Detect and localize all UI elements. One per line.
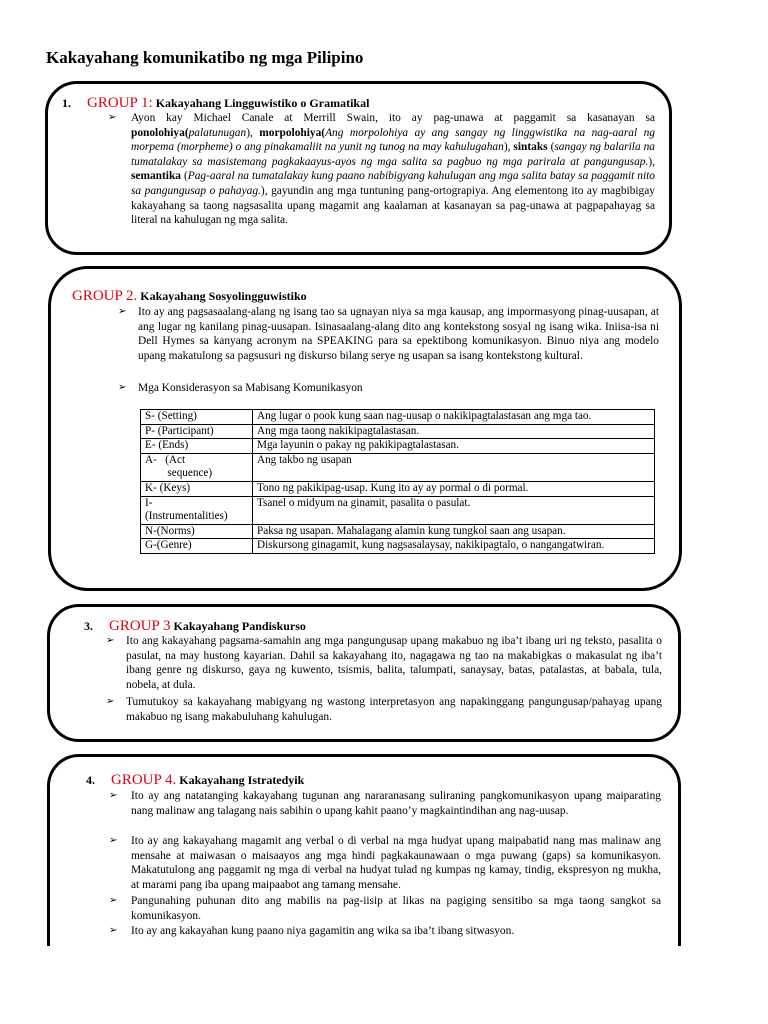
group1-text-run: sintaks	[513, 141, 548, 154]
group2-dot: .	[133, 288, 138, 304]
speaking-table	[140, 409, 655, 554]
group1-number: 1.	[62, 96, 71, 110]
group4-paragraph-2: Ito ay ang kakayahang magamit ang verbal o di verbal na mga hudyat upang maipabatid nang mas malinaw ang mensahe at maiwasan o maisaayos ang mga hindi pagkakaunawaan o mga puwang (gaps) sa komunikasyon. Makatutulong ang paggamit ng mga di verbal na hudyat tulad ng kumpas ng kamay, tindig, ekspresyon ng mukha, at marami pang iba upang maipaabot ang tamang mensahe.	[131, 835, 661, 891]
group1-text-run: sangay ng balarila na tumatalakay sa masistemang pagkakaayus-ayos ng mga salita sa pagbuo ng mga parirala at pangungusap.	[131, 141, 655, 168]
group1-text-run: Ang morpolohiya ay ang sangay ng linggwistika na nag-aaral ng morpema (morpheme) o ang pinakamaliit na yunit ng tunog na may kahulugahan	[131, 126, 655, 154]
group3-label: GROUP 3	[109, 618, 171, 634]
group3-heading	[84, 618, 306, 635]
group4-dot: .	[172, 772, 177, 788]
table-key-cell: A- (Act sequence)	[141, 453, 253, 481]
group1-text-run: ), gayundin ang mga tuntuning pang-ortograpiya. Ang elementong ito ay magbibigay kakayahang sa taong nagsasalita upang magamit ang kaalaman at kasanayan sa pag-unawa at pagpapahayag sa literal na kahulugan ng mga salita.	[131, 184, 656, 227]
group1-text-run: ),	[503, 141, 514, 154]
table-row	[141, 439, 655, 454]
group4-paragraph-4: Ito ay ang kakayahan kung paano niya gagamitin ang wika sa iba’t ibang sitwasyon.	[131, 925, 515, 937]
bullet-icon: ➢	[109, 895, 118, 906]
group3-number: 3.	[84, 619, 93, 633]
group2-heading	[72, 288, 307, 305]
group1-text-run: ),	[648, 155, 655, 168]
group1-colon: :	[148, 95, 153, 111]
table-row	[141, 481, 655, 496]
group3-subtitle: Kakayahang Pandiskurso	[173, 619, 306, 633]
group1-text-run: Ayon kay Michael Canale at Merrill Swain, ito ay pag-unawa at paggamit sa kasanayan sa	[131, 112, 655, 124]
group2-label: GROUP 2	[72, 288, 134, 304]
group1-text-run: (	[321, 126, 326, 139]
table-key-cell: P- (Participant)	[141, 424, 253, 439]
bullet-icon: ➢	[118, 306, 127, 317]
group2-subtitle: Kakayahang Sosyolingguwistiko	[140, 289, 307, 303]
table-value-cell: Ang lugar o pook kung saan nag-uusap o nakikipagtalastasan ang mga tao.	[253, 410, 655, 425]
group1-text-run: (	[181, 170, 188, 183]
table-value-cell: Ang takbo ng usapan	[253, 453, 655, 481]
group2-paragraph-1: Ito ay ang pagsasaalang-alang ng isang tao sa ugnayan niya sa mga kausap, ang impormasyong pinag-uusapan, at ang lugar ng kanilang pinag-uusapan. Isinasaalang-alang dito ang kontekstong sosyal ng isang wika. Iniisa-isa ni Dell Hymes sa kanyang acronym na SPEAKING para sa epektibong komunikasyon. Binuo niya ang modelo upang makatulong sa pagsusuri ng diskurso bilang serye ng usapan sa isang kontekstong kultural.	[138, 306, 659, 362]
group1-label: GROUP 1	[87, 95, 149, 111]
table-row	[141, 453, 655, 481]
bullet-icon: ➢	[109, 925, 118, 936]
group4-paragraph-3: Pangunahing puhunan dito ang mabilis na pag-iisip at likas na pagiging sensitibo sa mga taong sangkot sa komunikasyon.	[131, 895, 661, 922]
bullet-icon: ➢	[109, 835, 118, 846]
table-row	[141, 524, 655, 539]
group1-text-run: (	[184, 126, 189, 139]
table-value-cell: Tono ng pakikipag-usap. Kung ito ay ay pormal o di pormal.	[253, 481, 655, 496]
group4-label: GROUP 4	[111, 772, 173, 788]
table-row	[141, 496, 655, 524]
table-value-cell: Diskursong ginagamit, kung nagsasalaysay, nakikipagtalo, o nangangatwiran.	[253, 539, 655, 554]
group3-paragraph-1: Ito ang kakayahang pagsama-samahin ang mga pangungusap upang makabuo ng iba’t ibang uri ng teksto, pasalita o pasulat, na may hustong kayarian. Dahil sa kakayahang ito, nagagawa ng tao na makabigkas o makasulat ng iba’t ibang genre ng diskurso, gaya ng kuwento, tsismis, balita, talumpati, sanaysay, batas, patalastas, at babala, tula, nobela, at dula.	[126, 635, 662, 691]
group1-text-run: ponolohiya	[131, 126, 185, 139]
table-key-cell: K- (Keys)	[141, 481, 253, 496]
table-key-cell: E- (Ends)	[141, 439, 253, 454]
group2-paragraph-2: Mga Konsiderasyon sa Mabisang Komunikasyon	[138, 382, 363, 394]
table-row	[141, 539, 655, 554]
group1-text-run: morpolohiya	[259, 126, 322, 139]
group4-number: 4.	[86, 773, 95, 787]
table-value-cell: Paksa ng usapan. Mahalagang alamin kung tungkol saan ang usapan.	[253, 524, 655, 539]
table-row	[141, 424, 655, 439]
bullet-icon: ➢	[106, 696, 115, 707]
table-value-cell: Mga layunin o pakay ng pakikipagtalastasan.	[253, 439, 655, 454]
group3-paragraph-2: Tumutukoy sa kakayahang mabigyang ng wastong interpretasyon ang napakinggang pangungusap/pahayag upang makabuo ng isang makabuluhang kahulugan.	[126, 696, 662, 723]
group4-paragraph-1: Ito ay ang natatanging kakayahang tugunan ang nararanasang suliraning pangkomunikasyon upang maiparating nang malinaw ang talagang nais sabihin o upang kahit paano’y magkaintindihan ang nag-uusap.	[131, 790, 661, 817]
bullet-icon: ➢	[108, 112, 117, 123]
table-row	[141, 410, 655, 425]
table-value-cell: Ang mga taong nakikipagtalastasan.	[253, 424, 655, 439]
group4-heading	[86, 772, 304, 789]
bullet-icon: ➢	[106, 635, 115, 646]
group1-text-run: semantika	[131, 170, 181, 183]
group1-text-run: Pag-aaral na tumatalakay kung paano nabibigyang kahulugan ang mga salita batay sa paggamit nito sa pangungusap o pahayag.	[131, 170, 655, 197]
group1-text-run: ),	[246, 126, 260, 139]
table-key-cell: I- (Instrumentalities)	[141, 496, 253, 524]
group1-text-run: palatunugan	[188, 126, 247, 139]
group1-paragraph	[131, 111, 655, 228]
bullet-icon: ➢	[109, 790, 118, 801]
group1-text-run: (	[547, 141, 555, 154]
table-key-cell: N-(Norms)	[141, 524, 253, 539]
table-value-cell: Tsanel o midyum na ginamit, pasalita o pasulat.	[253, 496, 655, 524]
group1-heading	[62, 95, 369, 112]
page-title: Kakayahang komunikatibo ng mga Pilipino	[46, 48, 364, 67]
group1-subtitle: Kakayahang Lingguwistiko o Gramatikal	[155, 96, 370, 110]
table-key-cell: G-(Genre)	[141, 539, 253, 554]
table-key-cell: S- (Setting)	[141, 410, 253, 425]
bullet-icon: ➢	[118, 382, 127, 393]
group4-subtitle: Kakayahang Istratedyik	[179, 773, 305, 787]
